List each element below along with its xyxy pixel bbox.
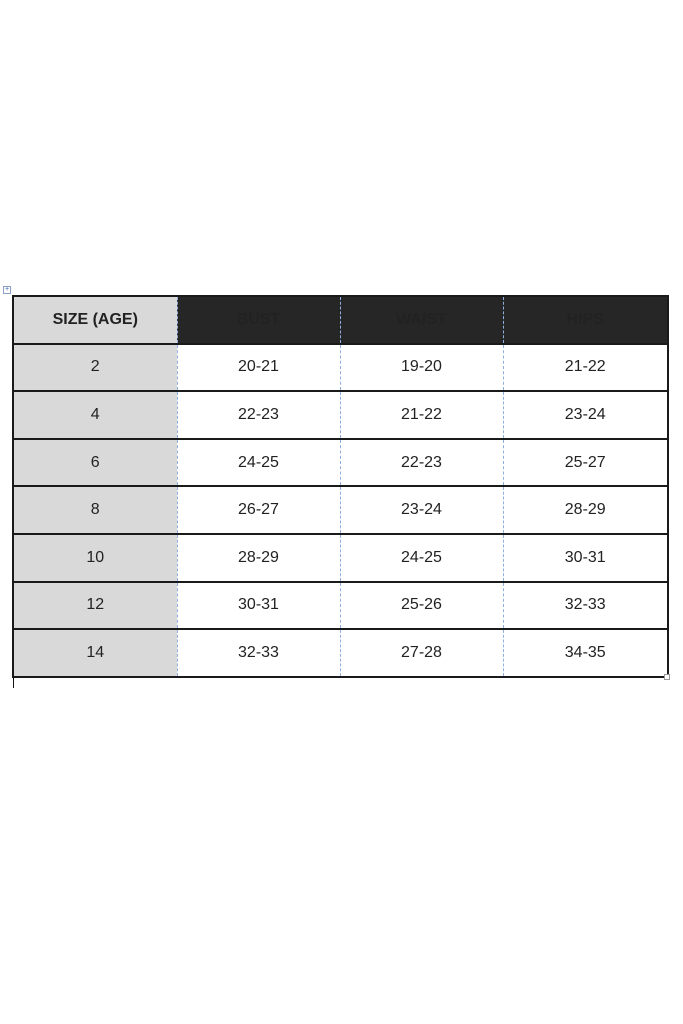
bust-cell: 22-23 [177, 391, 340, 439]
hips-cell: 32-33 [503, 582, 668, 630]
hips-cell: 34-35 [503, 629, 668, 677]
text-cursor [13, 676, 14, 688]
size-cell: 12 [13, 582, 177, 630]
waist-cell: 25-26 [340, 582, 503, 630]
size-cell: 8 [13, 486, 177, 534]
table-row [13, 534, 668, 582]
size-chart-table [12, 295, 669, 678]
waist-cell: 27-28 [340, 629, 503, 677]
bust-cell: 26-27 [177, 486, 340, 534]
table-row [13, 391, 668, 439]
bust-cell: 24-25 [177, 439, 340, 487]
bust-cell: 32-33 [177, 629, 340, 677]
hips-cell: 30-31 [503, 534, 668, 582]
bust-cell: 28-29 [177, 534, 340, 582]
table-row [13, 582, 668, 630]
table-resize-handle-icon[interactable] [664, 674, 670, 680]
table-row [13, 486, 668, 534]
size-cell: 10 [13, 534, 177, 582]
header-hips: HIPS [503, 296, 668, 344]
table-move-handle-icon[interactable]: + [4, 286, 10, 293]
waist-cell: 23-24 [340, 486, 503, 534]
hips-cell: 28-29 [503, 486, 668, 534]
size-cell: 2 [13, 344, 177, 392]
header-waist: WAIST [340, 296, 503, 344]
header-bust: BUST [177, 296, 340, 344]
size-cell: 6 [13, 439, 177, 487]
waist-cell: 19-20 [340, 344, 503, 392]
header-size-age: SIZE (AGE) [13, 296, 177, 344]
waist-cell: 21-22 [340, 391, 503, 439]
hips-cell: 25-27 [503, 439, 668, 487]
bust-cell: 30-31 [177, 582, 340, 630]
header-row [13, 296, 668, 344]
waist-cell: 24-25 [340, 534, 503, 582]
waist-cell: 22-23 [340, 439, 503, 487]
size-cell: 14 [13, 629, 177, 677]
bust-cell: 20-21 [177, 344, 340, 392]
table-row [13, 439, 668, 487]
hips-cell: 21-22 [503, 344, 668, 392]
table-row [13, 344, 668, 392]
table-row [13, 629, 668, 677]
size-cell: 4 [13, 391, 177, 439]
hips-cell: 23-24 [503, 391, 668, 439]
